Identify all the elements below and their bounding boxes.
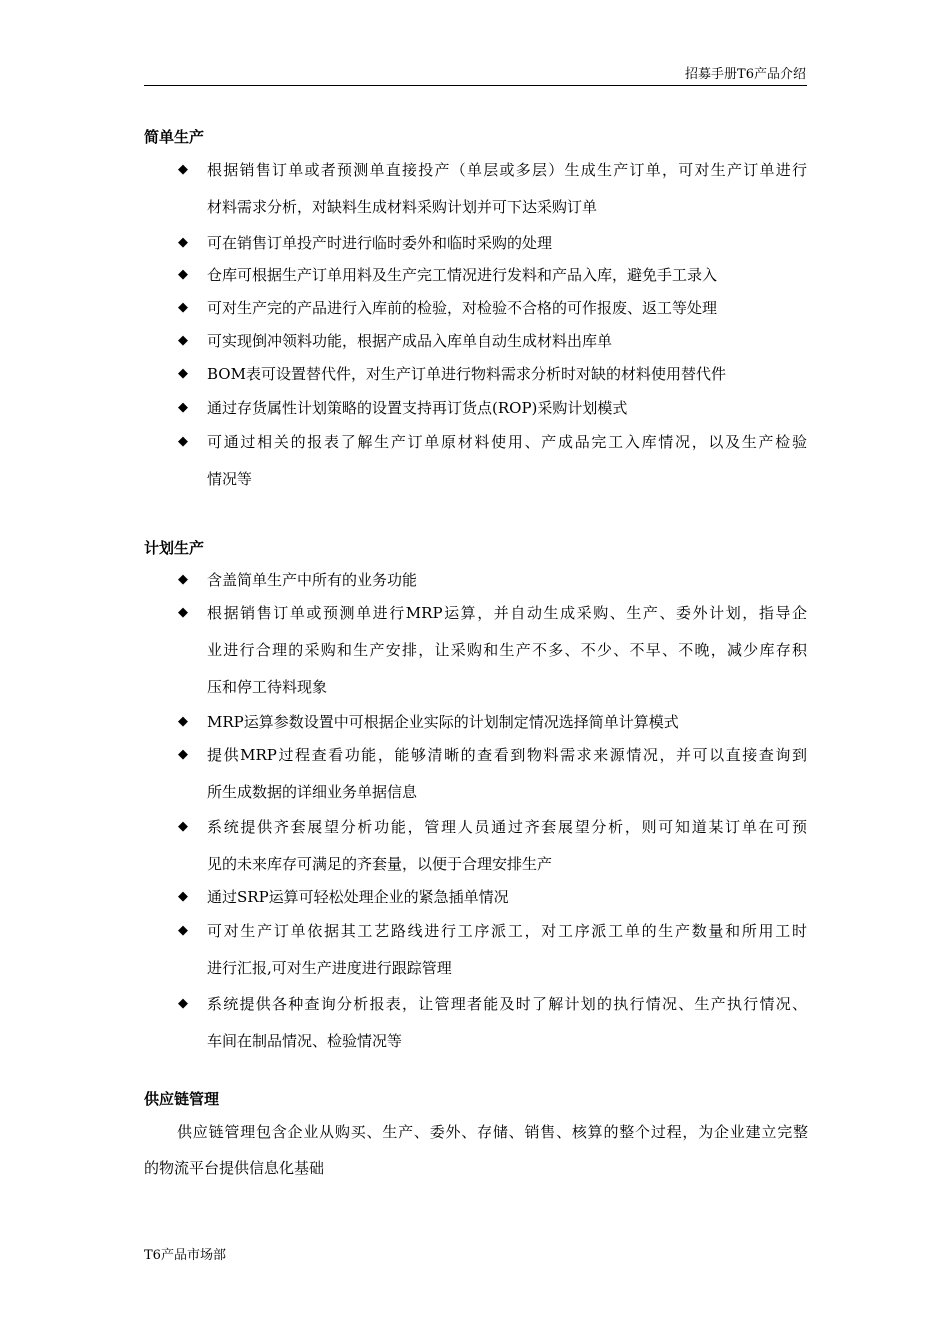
list-item-line: 可实现倒冲领料功能，根据产成品入库单自动生成材料出库单: [207, 332, 613, 350]
diamond-bullet-icon: ◆: [178, 162, 188, 177]
diamond-bullet-icon: ◆: [178, 267, 188, 282]
list-item-line: 含盖简单生产中所有的业务功能: [207, 571, 418, 589]
list-item-line: 系统提供各种查询分析报表，让管理者能及时了解计划的执行情况、生产执行情况、: [207, 995, 807, 1013]
diamond-bullet-icon: ◆: [178, 923, 188, 938]
list-item-line: 所生成数据的详细业务单据信息: [207, 783, 418, 801]
diamond-bullet-icon: ◆: [178, 996, 188, 1011]
diamond-bullet-icon: ◆: [178, 400, 188, 415]
page-footer: T6产品市场部: [144, 1248, 226, 1263]
list-item-line: 可对生产完的产品进行入库前的检验，对检验不合格的可作报废、返工等处理: [207, 299, 718, 317]
list-item-line: 材料需求分析，对缺料生成材料采购计划并可下达采购订单: [207, 198, 598, 216]
list-item-line: 仓库可根据生产订单用料及生产完工情况进行发料和产品入库，避免手工录入: [207, 266, 718, 284]
list-item-line: 见的未来库存可满足的齐套量，以便于合理安排生产: [207, 855, 553, 873]
diamond-bullet-icon: ◆: [178, 434, 188, 449]
diamond-bullet-icon: ◆: [178, 605, 188, 620]
list-item-line: 提供MRP过程查看功能，能够清晰的查看到物料需求来源情况，并可以直接查询到: [207, 746, 807, 764]
list-item-line: 车间在制品情况、检验情况等: [207, 1032, 403, 1050]
list-item-line: BOM表可设置替代件，对生产订单进行物料需求分析时对缺的材料使用替代件: [207, 365, 726, 383]
list-item-line: 进行汇报,可对生产进度进行跟踪管理: [207, 959, 452, 977]
diamond-bullet-icon: ◆: [178, 819, 188, 834]
list-item-line: 可在销售订单投产时进行临时委外和临时采购的处理: [207, 234, 553, 252]
list-item-line: 可通过相关的报表了解生产订单原材料使用、产成品完工入库情况，以及生产检验: [207, 433, 807, 451]
diamond-bullet-icon: ◆: [178, 747, 188, 762]
diamond-bullet-icon: ◆: [178, 235, 188, 250]
paragraph-line: 的物流平台提供信息化基础: [144, 1159, 325, 1177]
diamond-bullet-icon: ◆: [178, 300, 188, 315]
list-item-line: 系统提供齐套展望分析功能，管理人员通过齐套展望分析，则可知道某订单在可预: [207, 818, 807, 836]
diamond-bullet-icon: ◆: [178, 366, 188, 381]
section-heading: 供应链管理: [144, 1090, 220, 1108]
page-header-title: 招募手册T6产品介绍: [685, 67, 806, 82]
list-item-line: 压和停工待料现象: [207, 678, 328, 696]
diamond-bullet-icon: ◆: [178, 714, 188, 729]
list-item-line: 根据销售订单或预测单进行MRP运算，并自动生成采购、生产、委外计划，指导企: [207, 604, 807, 622]
section-heading: 计划生产: [144, 539, 205, 557]
diamond-bullet-icon: ◆: [178, 889, 188, 904]
header-divider: [144, 85, 807, 86]
list-item-line: 情况等: [207, 470, 253, 488]
list-item-line: 通过存货属性计划策略的设置支持再订货点(ROP)采购计划模式: [207, 399, 628, 417]
list-item-line: MRP运算参数设置中可根据企业实际的计划制定情况选择简单计算模式: [207, 713, 679, 731]
list-item-line: 业进行合理的采购和生产安排，让采购和生产不多、不少、不早、不晚，减少库存积: [207, 641, 807, 659]
paragraph-line: 供应链管理包含企业从购买、生产、委外、存储、销售、核算的整个过程，为企业建立完整: [177, 1123, 808, 1141]
list-item-line: 通过SRP运算可轻松处理企业的紧急插单情况: [207, 888, 509, 906]
list-item-line: 可对生产订单依据其工艺路线进行工序派工，对工序派工单的生产数量和所用工时: [207, 922, 807, 940]
list-item-line: 根据销售订单或者预测单直接投产（单层或多层）生成生产订单，可对生产订单进行: [207, 161, 807, 179]
diamond-bullet-icon: ◆: [178, 572, 188, 587]
section-heading: 简单生产: [144, 128, 205, 146]
diamond-bullet-icon: ◆: [178, 333, 188, 348]
